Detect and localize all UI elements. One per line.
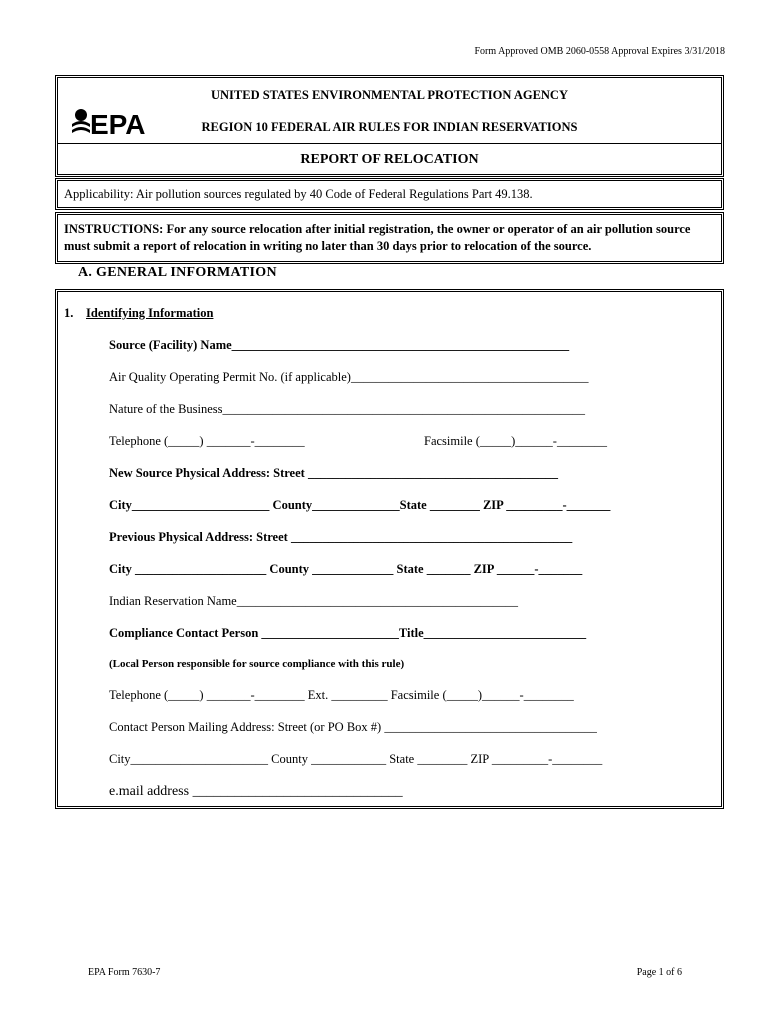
- applicability-box: [55, 178, 724, 210]
- facsimile-field[interactable]: Facsimile (_____)______-________: [424, 434, 607, 448]
- reservation-field[interactable]: Indian Reservation Name_____________________________________________: [109, 594, 518, 608]
- section-a-title: A. GENERAL INFORMATION: [78, 265, 277, 280]
- general-info-box: [55, 289, 724, 809]
- new-address-field[interactable]: New Source Physical Address: Street ________________________________________: [109, 466, 558, 480]
- mailing-address-field[interactable]: Contact Person Mailing Address: Street (or PO Box #) __________________________________: [109, 720, 597, 734]
- local-person-note: (Local Person responsible for source compliance with this rule): [109, 658, 405, 670]
- header-box: [55, 75, 724, 177]
- email-field[interactable]: e.mail address ______________________________: [109, 784, 403, 799]
- logo-text: EPA: [90, 109, 146, 138]
- telephone-field[interactable]: Telephone (_____) _______-________: [109, 434, 305, 448]
- header-divider: [58, 143, 721, 144]
- item-number: 1.: [64, 306, 74, 320]
- identifying-title: Identifying Information: [86, 306, 214, 320]
- page-number: Page 1 of 6: [636, 967, 682, 978]
- region-title: REGION 10 FEDERAL AIR RULES FOR INDIAN RESERVATIONS: [201, 120, 578, 134]
- contact-telephone-field[interactable]: Telephone (_____) _______-________ Ext. _________ Facsimile (_____)______-________: [109, 688, 574, 702]
- previous-city-field[interactable]: City _____________________ County _____________ State _______ ZIP ______-_______: [109, 562, 583, 576]
- previous-address-field[interactable]: Previous Physical Address: Street _____________________________________________: [109, 530, 573, 544]
- compliance-contact-field[interactable]: Compliance Contact Person ______________________Title__________________________: [109, 626, 587, 640]
- instructions-box: [55, 212, 724, 264]
- report-title: REPORT OF RELOCATION: [300, 152, 479, 167]
- new-city-field[interactable]: City______________________ County______________State ________ ZIP _________-_______: [109, 498, 611, 512]
- applicability-text: Applicability: Air pollution sources regulated by 40 Code of Federal Regulations Part 49.138.: [64, 187, 533, 201]
- permit-field[interactable]: Air Quality Operating Permit No. (if applicable)______________________________________: [109, 370, 589, 384]
- form-number: EPA Form 7630-7: [88, 967, 161, 978]
- agency-title: UNITED STATES ENVIRONMENTAL PROTECTION AGENCY: [210, 88, 568, 102]
- instructions-text: INSTRUCTIONS: For any source relocation after initial registration, the owner or operator of an air pollution source must submit a report of relocation in writing no later than 30 days prior to relocation of the source.: [64, 222, 691, 253]
- approval-notice: Form Approved OMB 2060-0558 Approval Expires 3/31/2018: [474, 46, 725, 57]
- contact-city-field[interactable]: City______________________ County ____________ State ________ ZIP _________-________: [109, 752, 603, 766]
- source-name-field[interactable]: Source (Facility) Name______________________________________________________: [109, 338, 570, 352]
- nature-business-field[interactable]: Nature of the Business__________________________________________________________: [109, 402, 586, 416]
